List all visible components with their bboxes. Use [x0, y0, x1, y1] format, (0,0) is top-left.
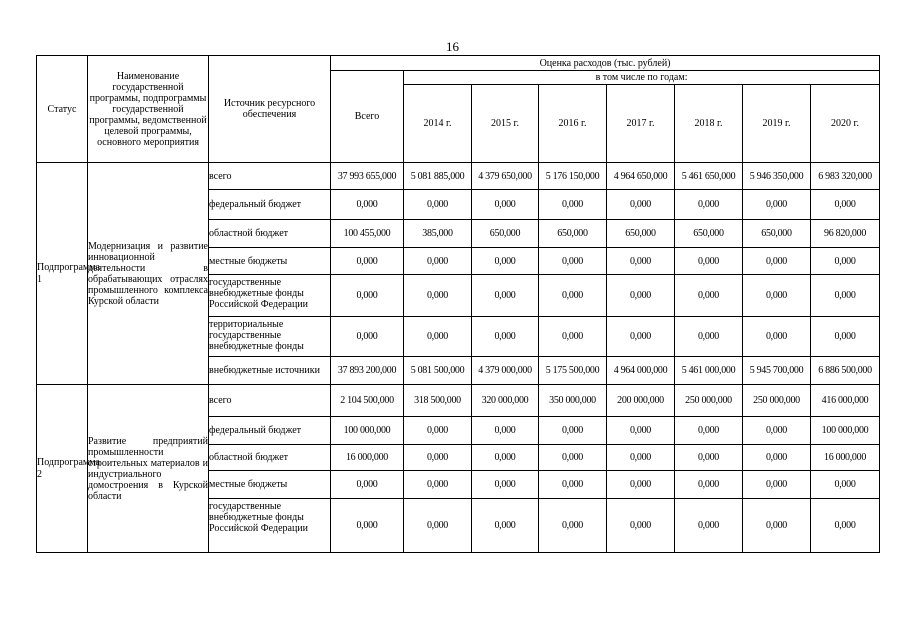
header-source: Источник ресурсного обеспечения	[209, 56, 331, 163]
year-value: 0,000	[404, 317, 472, 357]
header-total: Всего	[331, 71, 404, 163]
year-value: 5 461 650,000	[675, 163, 743, 190]
year-value: 0,000	[472, 499, 539, 553]
year-value: 650,000	[472, 220, 539, 248]
funding-source: областной бюджет	[209, 220, 331, 248]
year-value: 0,000	[811, 317, 880, 357]
funding-source: государственные внебюджетные фонды Российской Федерации	[209, 499, 331, 553]
program-status: Подпрограмма 2	[37, 385, 88, 553]
year-value: 0,000	[675, 248, 743, 275]
year-value: 0,000	[743, 445, 811, 471]
year-value: 0,000	[811, 499, 880, 553]
funding-source: местные бюджеты	[209, 248, 331, 275]
year-value: 0,000	[607, 471, 675, 499]
year-value: 0,000	[404, 275, 472, 317]
year-value: 0,000	[743, 471, 811, 499]
year-value: 0,000	[675, 417, 743, 445]
total-value: 0,000	[331, 471, 404, 499]
year-value: 0,000	[404, 445, 472, 471]
funding-source: внебюджетные источники	[209, 357, 331, 385]
total-value: 37 993 655,000	[331, 163, 404, 190]
total-value: 100 000,000	[331, 417, 404, 445]
year-value: 0,000	[539, 248, 607, 275]
year-value: 385,000	[404, 220, 472, 248]
header-year: 2019 г.	[743, 85, 811, 163]
year-value: 0,000	[811, 471, 880, 499]
year-value: 0,000	[743, 275, 811, 317]
year-value: 0,000	[472, 190, 539, 220]
program-name: Модернизация и развитие инновационной деятельности в обрабатывающих отраслях промышленного комплекса Курской области	[88, 163, 209, 385]
year-value: 0,000	[472, 445, 539, 471]
year-value: 5 176 150,000	[539, 163, 607, 190]
year-value: 0,000	[675, 471, 743, 499]
header-year: 2017 г.	[607, 85, 675, 163]
total-value: 0,000	[331, 317, 404, 357]
year-value: 650,000	[675, 220, 743, 248]
year-value: 0,000	[539, 445, 607, 471]
header-by-years: в том числе по годам:	[404, 71, 880, 85]
year-value: 0,000	[539, 471, 607, 499]
year-value: 4 964 000,000	[607, 357, 675, 385]
year-value: 100 000,000	[811, 417, 880, 445]
year-value: 0,000	[404, 190, 472, 220]
year-value: 320 000,000	[472, 385, 539, 417]
table-row	[37, 385, 880, 417]
year-value: 5 081 500,000	[404, 357, 472, 385]
funding-source: областной бюджет	[209, 445, 331, 471]
funding-source: территориальные государственные внебюджетные фонды	[209, 317, 331, 357]
year-value: 0,000	[607, 190, 675, 220]
year-value: 350 000,000	[539, 385, 607, 417]
year-value: 0,000	[811, 275, 880, 317]
year-value: 0,000	[675, 190, 743, 220]
year-value: 0,000	[472, 417, 539, 445]
header-estimate: Оценка расходов (тыс. рублей)	[331, 56, 880, 71]
funding-source: всего	[209, 163, 331, 190]
header-year: 2015 г.	[472, 85, 539, 163]
year-value: 0,000	[811, 190, 880, 220]
header-name: Наименование государственной программы, подпрограммы государственной программы, ведомственной целевой программы, основного мероприятия	[88, 56, 209, 163]
year-value: 318 500,000	[404, 385, 472, 417]
year-value: 0,000	[607, 248, 675, 275]
year-value: 250 000,000	[743, 385, 811, 417]
year-value: 0,000	[675, 317, 743, 357]
year-value: 0,000	[607, 445, 675, 471]
year-value: 0,000	[743, 248, 811, 275]
year-value: 4 964 650,000	[607, 163, 675, 190]
total-value: 16 000,000	[331, 445, 404, 471]
year-value: 0,000	[607, 417, 675, 445]
year-value: 0,000	[539, 275, 607, 317]
year-value: 5 461 000,000	[675, 357, 743, 385]
year-value: 650,000	[607, 220, 675, 248]
year-value: 650,000	[743, 220, 811, 248]
year-value: 416 000,000	[811, 385, 880, 417]
year-value: 0,000	[743, 499, 811, 553]
year-value: 0,000	[743, 190, 811, 220]
year-value: 0,000	[539, 190, 607, 220]
year-value: 5 081 885,000	[404, 163, 472, 190]
year-value: 5 175 500,000	[539, 357, 607, 385]
year-value: 16 000,000	[811, 445, 880, 471]
table-body	[37, 163, 880, 553]
total-value: 0,000	[331, 248, 404, 275]
year-value: 0,000	[743, 317, 811, 357]
total-value: 0,000	[331, 499, 404, 553]
year-value: 5 946 350,000	[743, 163, 811, 190]
year-value: 650,000	[539, 220, 607, 248]
funding-source: всего	[209, 385, 331, 417]
header-status: Статус	[37, 56, 88, 163]
page-number: 16	[446, 39, 459, 54]
funding-source: федеральный бюджет	[209, 190, 331, 220]
total-value: 100 455,000	[331, 220, 404, 248]
year-value: 0,000	[472, 248, 539, 275]
funding-source: государственные внебюджетные фонды Российской Федерации	[209, 275, 331, 317]
year-value: 6 886 500,000	[811, 357, 880, 385]
year-value: 0,000	[607, 275, 675, 317]
header-year: 2016 г.	[539, 85, 607, 163]
total-value: 2 104 500,000	[331, 385, 404, 417]
year-value: 0,000	[539, 499, 607, 553]
year-value: 0,000	[539, 417, 607, 445]
year-value: 0,000	[811, 248, 880, 275]
program-name: Развитие предприятий промышленности строительных материалов и индустриального домостроения в Курской области	[88, 385, 209, 553]
year-value: 0,000	[607, 317, 675, 357]
year-value: 250 000,000	[675, 385, 743, 417]
total-value: 0,000	[331, 275, 404, 317]
year-value: 0,000	[472, 317, 539, 357]
year-value: 96 820,000	[811, 220, 880, 248]
budget-table	[36, 55, 880, 553]
year-value: 0,000	[607, 499, 675, 553]
program-status: Подпрограмма 1	[37, 163, 88, 385]
year-value: 0,000	[743, 417, 811, 445]
year-value: 0,000	[675, 499, 743, 553]
year-value: 0,000	[472, 275, 539, 317]
funding-source: федеральный бюджет	[209, 417, 331, 445]
year-value: 5 945 700,000	[743, 357, 811, 385]
year-value: 200 000,000	[607, 385, 675, 417]
year-value: 6 983 320,000	[811, 163, 880, 190]
year-value: 0,000	[404, 499, 472, 553]
year-value: 0,000	[675, 445, 743, 471]
header-year: 2018 г.	[675, 85, 743, 163]
year-value: 0,000	[675, 275, 743, 317]
year-value: 0,000	[472, 471, 539, 499]
year-value: 0,000	[404, 471, 472, 499]
header-year: 2014 г.	[404, 85, 472, 163]
year-value: 4 379 000,000	[472, 357, 539, 385]
year-value: 4 379 650,000	[472, 163, 539, 190]
year-value: 0,000	[404, 248, 472, 275]
header-year: 2020 г.	[811, 85, 880, 163]
year-value: 0,000	[539, 317, 607, 357]
table-row	[37, 163, 880, 190]
total-value: 0,000	[331, 190, 404, 220]
year-value: 0,000	[404, 417, 472, 445]
total-value: 37 893 200,000	[331, 357, 404, 385]
funding-source: местные бюджеты	[209, 471, 331, 499]
